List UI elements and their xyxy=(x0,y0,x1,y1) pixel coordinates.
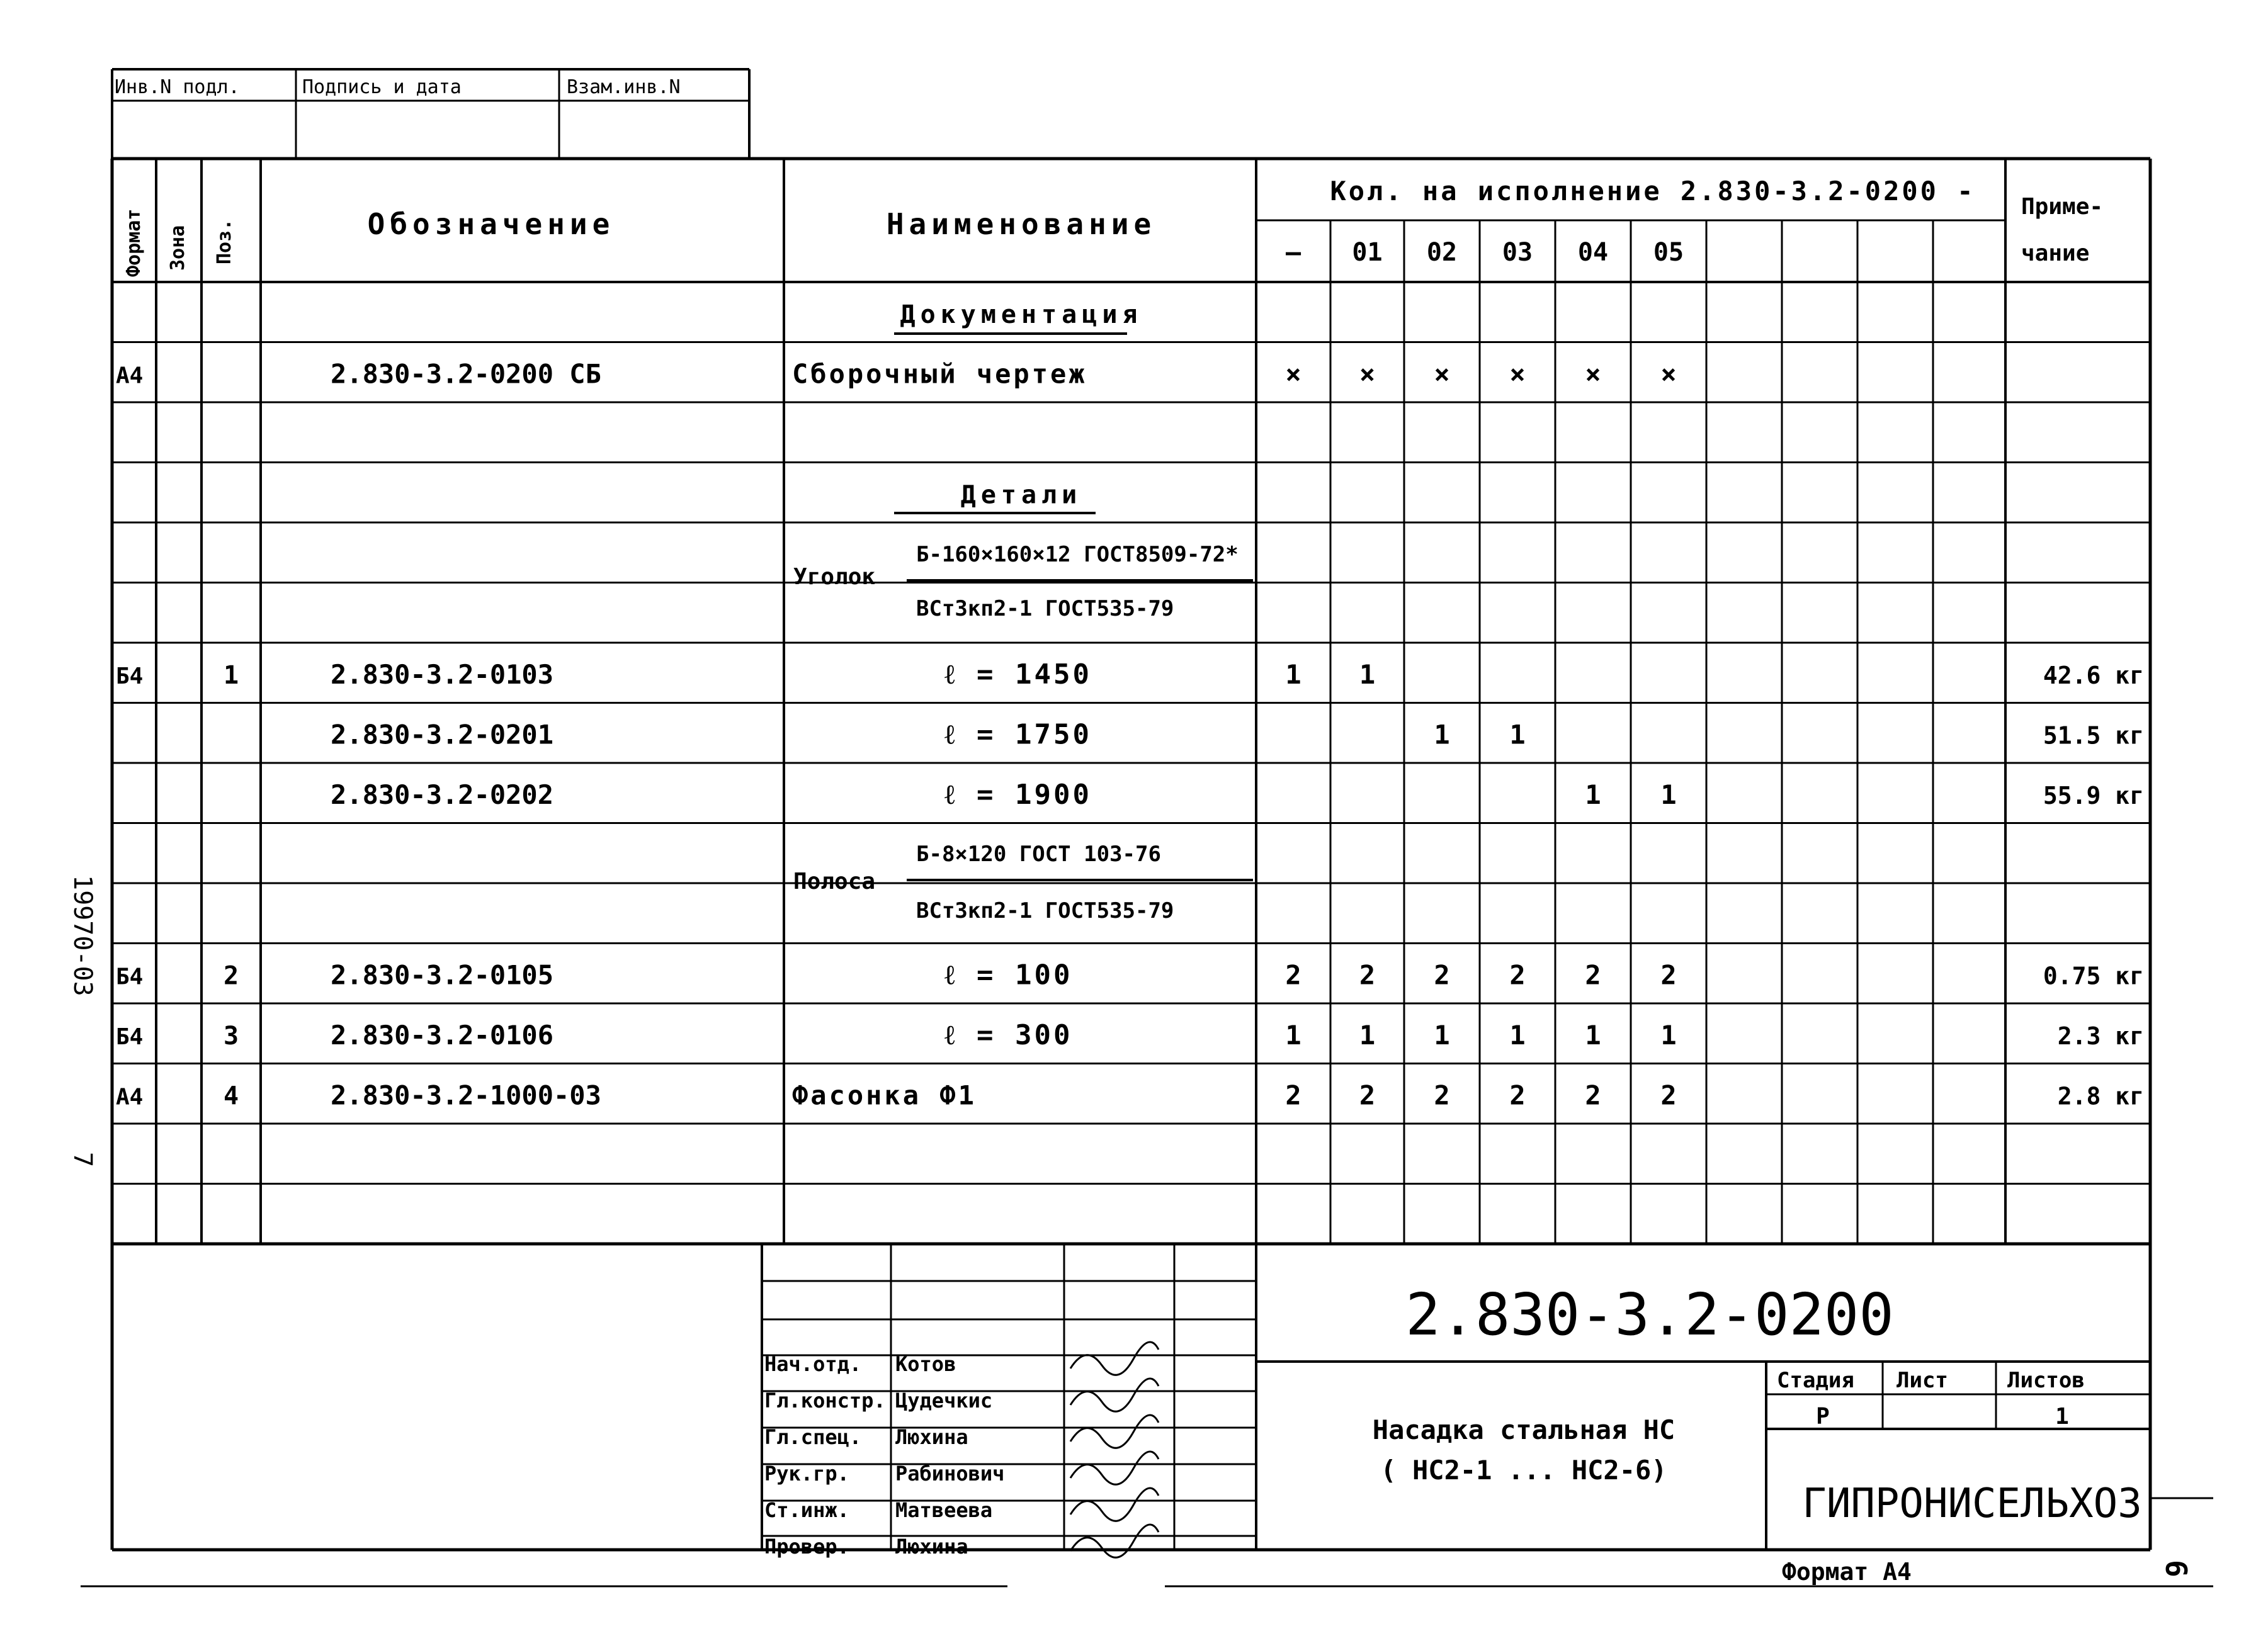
header-zona: Зона xyxy=(167,225,189,271)
approval-role: Ст.инж. xyxy=(764,1498,849,1522)
header-kol: Кол. на исполнение 2.830-3.2-0200 - xyxy=(1330,176,1976,206)
row-qty-1: × xyxy=(1359,358,1376,390)
row-section-title: Детали xyxy=(960,480,1082,510)
row-qty-0: × xyxy=(1285,358,1301,390)
row-name: ℓ = 1450 xyxy=(944,658,1092,691)
variant-header-3: 03 xyxy=(1502,238,1533,267)
margin-vertical-num: 7 xyxy=(68,1152,97,1168)
row-qty-3: × xyxy=(1509,358,1526,390)
variant-header-4: 04 xyxy=(1577,238,1609,267)
row-note: 2.8 кг xyxy=(2057,1082,2144,1110)
list-label: Лист xyxy=(1897,1368,1948,1393)
approval-row xyxy=(764,1379,1159,1413)
margin-vertical-code: 19970-03 xyxy=(68,875,97,996)
row-oboznachenie: 2.830-3.2-1000-03 xyxy=(331,1080,601,1111)
row-qty-5: 2 xyxy=(1660,1080,1677,1111)
row-qty-2: 2 xyxy=(1434,1080,1450,1111)
row-poz: 2 xyxy=(223,961,239,991)
row-name: ℓ = 100 xyxy=(944,959,1073,991)
title-block xyxy=(764,1281,2142,1586)
row-format: Б4 xyxy=(116,1024,144,1050)
row-qty-5: 1 xyxy=(1660,779,1677,810)
grid-lines xyxy=(81,69,2213,1586)
row-note: 51.5 кг xyxy=(2043,721,2144,750)
polosa-numerator: Б-8×120 ГОСТ 103-76 xyxy=(916,842,1161,867)
approval-role: Нач.отд. xyxy=(764,1352,862,1376)
row-format: А4 xyxy=(116,1084,144,1110)
row-qty-4: 2 xyxy=(1585,1080,1601,1111)
row-poz: 4 xyxy=(223,1081,239,1111)
approval-roles xyxy=(764,1342,1159,1559)
row-section-title: Документация xyxy=(900,300,1143,329)
header-primechanie-2: чание xyxy=(2021,240,2090,266)
row-oboznachenie: 2.830-3.2-0200 СБ xyxy=(331,358,601,390)
row-qty-4: 2 xyxy=(1585,959,1601,991)
table-row xyxy=(116,358,1677,389)
row-poz: 3 xyxy=(223,1021,239,1051)
format-label: Формат А4 xyxy=(1782,1558,1912,1586)
variant-headers xyxy=(1286,238,1684,267)
row-qty-2: × xyxy=(1434,358,1450,390)
table-row xyxy=(116,1019,2144,1051)
row-oboznachenie: 2.830-3.2-0103 xyxy=(331,658,554,690)
signature xyxy=(1070,1342,1159,1375)
approval-role: Гл.спец. xyxy=(764,1425,862,1449)
listov-label: Листов xyxy=(2007,1368,2085,1393)
approval-name: Матвеева xyxy=(895,1498,993,1522)
signature xyxy=(1070,1525,1159,1557)
row-name: Фасонка Ф1 xyxy=(792,1080,977,1111)
row-name: ℓ = 1900 xyxy=(944,778,1092,811)
table-row xyxy=(116,658,2144,691)
row-qty-3: 1 xyxy=(1509,719,1526,750)
row-qty-2: 2 xyxy=(1434,959,1450,991)
table-row xyxy=(331,779,2144,811)
row-oboznachenie: 2.830-3.2-0202 xyxy=(331,779,554,810)
ugolok-denominator: ВСт3кп2-1 ГОСТ535-79 xyxy=(916,596,1174,621)
row-qty-1: 2 xyxy=(1359,1080,1376,1111)
header-primechanie-1: Приме- xyxy=(2021,194,2104,220)
approval-role: Гл.констр. xyxy=(764,1389,886,1413)
row-format: Б4 xyxy=(116,663,144,689)
row-qty-3: 2 xyxy=(1509,1080,1526,1111)
podpis-data-label: Подпись и дата xyxy=(302,76,462,98)
page-number: 6 xyxy=(2159,1560,2193,1577)
approval-role: Провер. xyxy=(764,1535,849,1559)
approval-name: Люхина xyxy=(895,1425,968,1449)
approval-role: Рук.гр. xyxy=(764,1462,849,1486)
row-qty-3: 1 xyxy=(1509,1019,1526,1051)
spec-rows xyxy=(116,300,2144,1111)
row-oboznachenie: 2.830-3.2-0105 xyxy=(331,959,554,991)
approval-row xyxy=(764,1415,1159,1449)
stadiya-value: Р xyxy=(1816,1404,1830,1430)
approval-name: Рабинович xyxy=(895,1462,1005,1486)
row-qty-2: 1 xyxy=(1434,719,1450,750)
row-name: ℓ = 300 xyxy=(944,1018,1073,1051)
row-qty-5: × xyxy=(1660,358,1677,390)
polosa-label: Полоса xyxy=(793,869,876,894)
ugolok-numerator: Б-160×160×12 ГОСТ8509-72* xyxy=(916,542,1239,567)
top-stamp xyxy=(115,76,681,98)
row-qty-3: 2 xyxy=(1509,959,1526,991)
row-poz: 1 xyxy=(223,660,239,690)
header-poz: Поз. xyxy=(213,218,235,264)
row-note: 55.9 кг xyxy=(2043,781,2144,810)
header-oboznachenie: Обозначение xyxy=(367,207,615,241)
ugolok-label: Уголок xyxy=(793,564,876,590)
variant-header-0: — xyxy=(1285,238,1301,267)
approval-name: Цудечкис xyxy=(895,1389,993,1413)
approval-row xyxy=(764,1488,1159,1522)
variant-header-1: 01 xyxy=(1352,238,1383,267)
row-qty-0: 2 xyxy=(1285,1080,1301,1111)
row-format: Б4 xyxy=(116,964,144,990)
title-line-1: Насадка стальная НС xyxy=(1372,1414,1675,1445)
doc-code: 2.830-3.2-0200 xyxy=(1405,1281,1894,1348)
row-qty-5: 1 xyxy=(1660,1019,1677,1051)
ugolok-spec xyxy=(793,542,1253,621)
row-qty-4: 1 xyxy=(1585,1019,1601,1051)
signature xyxy=(1070,1488,1159,1521)
row-qty-0: 1 xyxy=(1285,1019,1301,1051)
variant-header-2: 02 xyxy=(1426,238,1458,267)
header-naimenovanie: Наименование xyxy=(886,207,1157,241)
row-qty-2: 1 xyxy=(1434,1019,1450,1051)
row-qty-1: 2 xyxy=(1359,959,1376,991)
approval-row xyxy=(764,1342,1159,1376)
table-row xyxy=(116,1080,2144,1110)
row-oboznachenie: 2.830-3.2-0201 xyxy=(331,719,554,750)
approval-name: Котов xyxy=(895,1352,956,1376)
approval-name: Люхина xyxy=(895,1535,968,1559)
row-name: Сборочный чертеж xyxy=(792,358,1087,390)
row-format: А4 xyxy=(116,363,144,389)
stadiya-label: Стадия xyxy=(1777,1368,1854,1393)
row-qty-4: × xyxy=(1585,358,1601,390)
row-qty-1: 1 xyxy=(1359,1019,1376,1051)
signature xyxy=(1070,1379,1159,1411)
table-row xyxy=(961,480,1082,509)
row-qty-0: 1 xyxy=(1285,658,1301,690)
row-note: 0.75 кг xyxy=(2043,962,2144,990)
row-qty-0: 2 xyxy=(1285,959,1301,991)
table-header xyxy=(123,176,2103,277)
variant-header-5: 05 xyxy=(1653,238,1684,267)
signature xyxy=(1070,1415,1159,1448)
row-qty-5: 2 xyxy=(1660,959,1677,991)
table-row xyxy=(331,718,2144,750)
title-line-2: ( НС2-1 ... НС2-6) xyxy=(1380,1455,1667,1486)
header-format: Формат xyxy=(123,208,145,277)
row-qty-4: 1 xyxy=(1585,779,1601,810)
vzam-inv-label: Взам.инв.N xyxy=(567,76,681,98)
polosa-denominator: ВСт3кп2-1 ГОСТ535-79 xyxy=(916,898,1174,923)
table-row xyxy=(116,959,2144,991)
approval-row xyxy=(764,1452,1159,1486)
signature xyxy=(1070,1452,1159,1484)
approval-row xyxy=(764,1525,1159,1559)
organization: ГИПРОНИСЕЛЬХОЗ xyxy=(1802,1481,2142,1527)
table-row xyxy=(900,300,1143,329)
row-note: 2.3 кг xyxy=(2057,1022,2144,1050)
inv-podl-label: Инв.N подл. xyxy=(115,76,240,98)
row-qty-1: 1 xyxy=(1359,658,1376,690)
row-note: 42.6 кг xyxy=(2043,661,2144,689)
row-name: ℓ = 1750 xyxy=(944,718,1092,751)
listov-value: 1 xyxy=(2055,1404,2069,1430)
row-oboznachenie: 2.830-3.2-0106 xyxy=(331,1019,554,1051)
